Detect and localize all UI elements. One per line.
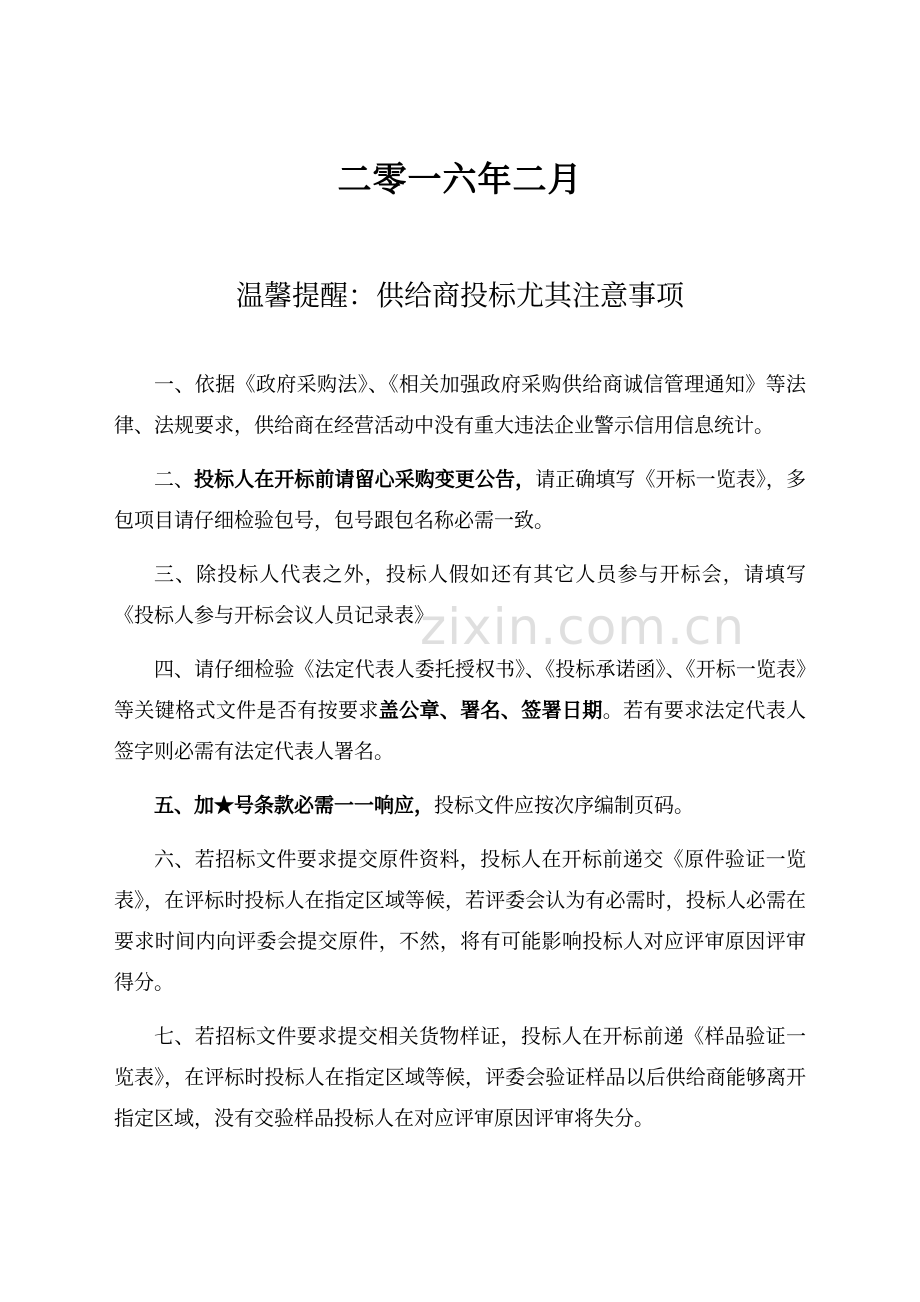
- item-text: 四、请仔细检验《法定代表人委托授权书》、《投标承诺函》、《开标一览表》等关键格式文件是否有按要求: [114, 657, 806, 722]
- date-heading: 二零一六年二月: [337, 160, 583, 200]
- watermark: zixin.com.cn: [420, 598, 746, 656]
- reminder-title: 温馨提醒：供给商投标尤其注意事项: [235, 279, 684, 312]
- notice-item-1: [114, 364, 806, 446]
- notice-item-6: [114, 839, 806, 1003]
- item-text: 请正确填写《开标一览表》，多包项目请仔细检验包号，包号跟包名称必需一致。: [114, 467, 806, 532]
- notice-item-2: [114, 459, 806, 541]
- item-bold-text: 盖公章、署名、签署日期: [378, 698, 603, 722]
- item-bold-text: 投标人在开标前请留心采购变更公告，: [194, 467, 536, 491]
- item-text: 七、若招标文件要求提交相关货物样证，投标人在开标前递《样品验证一览表》，在评标时投标人在指定区域等候，评委会验证样品以后供给商能够离开指定区域，没有交验样品投标人在对应评审原因评审将失分。: [114, 1024, 806, 1130]
- notice-item-7: [114, 1016, 806, 1139]
- item-text: 六、若招标文件要求提交原件资料，投标人在开标前递交《原件验证一览表》，在评标时投标人在指定区域等候，若评委会认为有必需时，投标人必需在要求时间内向评委会提交原件，不然，将有可能影响投标人对应评审原因评审得分。: [114, 847, 806, 994]
- item-text: 一、依据《政府采购法》、《相关加强政府采购供给商诚信管理通知》等法律、法规要求，供给商在经营活动中没有重大违法企业警示信用信息统计。: [114, 372, 806, 437]
- notice-item-4: [114, 649, 806, 772]
- item-text: 三、除投标人代表之外，投标人假如还有其它人员参与开标会，请填写《投标人参与开标会议人员记录表》: [114, 562, 806, 627]
- notice-item-5: [114, 785, 806, 826]
- notice-item-3: [114, 554, 806, 636]
- item-text: 二、: [154, 467, 195, 491]
- notice-body: [114, 364, 806, 1152]
- item-text: 。若有要求法定代表人签字则必需有法定代表人署名。: [114, 698, 807, 763]
- item-text: 投标文件应按次序编制页码。: [434, 793, 694, 817]
- item-bold-text: 五、加★号条款必需一一响应，: [154, 793, 434, 817]
